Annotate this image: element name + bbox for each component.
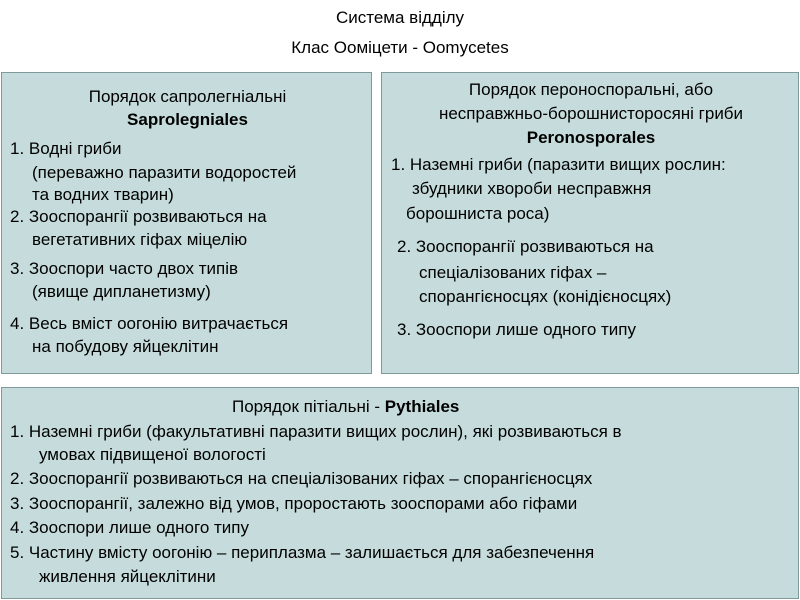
list-item: 1. Наземні гриби (факультативні паразити вищих рослин), які розвиваються в bbox=[10, 422, 622, 441]
saprolegniales-box bbox=[1, 72, 372, 374]
peronosporales-heading-2: несправжньо-борошнисторосяні гриби bbox=[438, 104, 744, 123]
list-item: та водних тварин) bbox=[32, 185, 174, 204]
saprolegniales-heading: Порядок сапролегніальні bbox=[88, 87, 287, 106]
list-item: 4. Весь вміст оогонію витрачається bbox=[10, 314, 289, 333]
list-item: 2. Зооспорангії розвиваються на bbox=[397, 237, 654, 256]
saprolegniales-latin: Saprolegniales bbox=[127, 110, 248, 129]
list-item: 3. Зооспори лише одного типу bbox=[397, 320, 636, 339]
list-item: умовах підвищеної вологості bbox=[39, 445, 266, 464]
peronosporales-latin: Peronosporales bbox=[526, 128, 656, 147]
list-item: 2. Зооспорангії розвиваються на спеціалізованих гіфах – спорангієносцях bbox=[10, 469, 593, 488]
list-item: вегетативних гіфах міцелію bbox=[32, 230, 248, 249]
list-item: 2. Зооспорангії розвиваються на bbox=[10, 207, 267, 226]
list-item: 1. Водні гриби bbox=[10, 139, 122, 158]
list-item: борошниста роса) bbox=[406, 204, 550, 223]
list-item: живлення яйцеклітини bbox=[39, 567, 216, 586]
list-item: на побудову яйцеклітин bbox=[32, 337, 219, 356]
pythiales-heading: Порядок пітіальні - Pythiales bbox=[232, 397, 460, 416]
list-item: спорангієносцях (конідієносцях) bbox=[419, 287, 672, 306]
list-item: 1. Наземні гриби (паразити вищих рослин: bbox=[391, 155, 726, 174]
list-item: 5. Частину вмісту оогонію – периплазма – залишається для забезпечення bbox=[10, 543, 595, 562]
list-item: (переважно паразити водоростей bbox=[32, 163, 297, 182]
list-item: збудники хвороби несправжня bbox=[412, 179, 652, 198]
list-item: 4. Зооспори лише одного типу bbox=[10, 518, 249, 537]
peronosporales-box bbox=[381, 72, 799, 374]
list-item: 3. Зооспорангії, залежно від умов, проростають зооспорами або гіфами bbox=[10, 494, 578, 513]
page-title: Система відділу bbox=[335, 8, 465, 27]
list-item: спеціалізованих гіфах – bbox=[419, 263, 607, 282]
pythiales-box bbox=[1, 387, 799, 599]
page-subtitle: Клас Ооміцети - Oomycetes bbox=[291, 38, 509, 57]
peronosporales-heading: Порядок пероноспоральні, або bbox=[468, 80, 714, 99]
list-item: (явище дипланетизму) bbox=[32, 282, 211, 301]
list-item: 3. Зооспори часто двох типів bbox=[10, 259, 239, 278]
